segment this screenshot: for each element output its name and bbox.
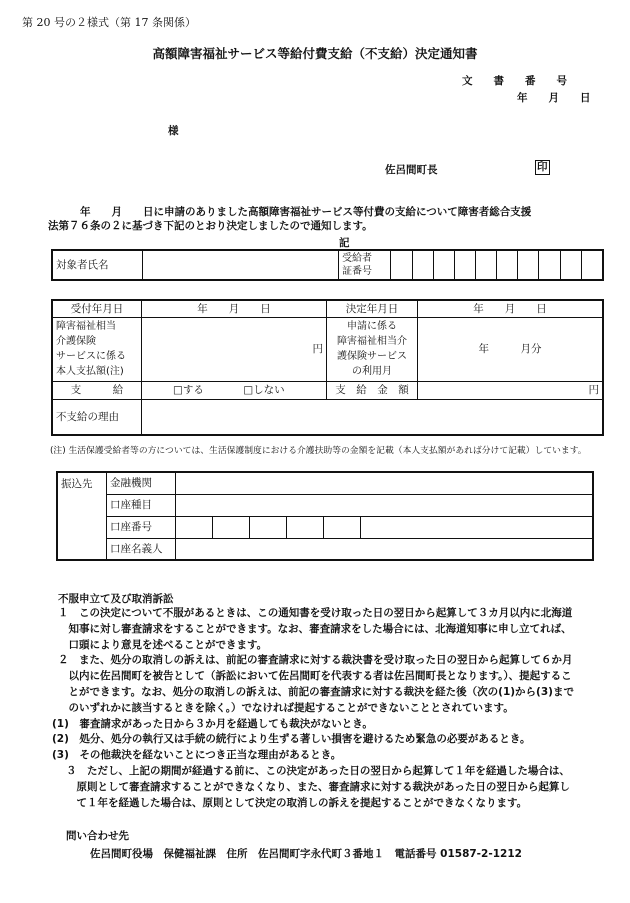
account-digit-cell (176, 516, 213, 538)
decision-table (51, 299, 604, 436)
appeal-line: 知事に対し審査請求をすることができます。なお、審査請求をした場合には、北海道知事に申し立てれば、 (58, 622, 572, 635)
self-pay-amount: 円 (142, 317, 327, 381)
appeal-line: ２ また、処分の取消しの訴えは、前記の審査請求に対する裁決書を受け取った日の翌日から起算して６か月 (58, 654, 573, 667)
payment-options (142, 381, 327, 399)
account-holder-value (176, 538, 594, 560)
payment-no-checkbox[interactable]: □しない (243, 384, 285, 396)
usage-month-label: 申請に係る 障害福祉相当介 護保険サービス の利用月 (327, 317, 418, 381)
appeal-line: (1) 審査請求があった日から３か月を経過しても裁決がないとき。 (52, 717, 373, 730)
received-date-label: 受付年月日 (52, 300, 142, 317)
document-number-label: 文 書 番 号 (462, 75, 567, 87)
appeal-line: とができます。なお、処分の取消しの訴えは、前記の審査請求に対する裁決を経た後（次の(1)から(3)まで (58, 685, 574, 698)
bank-table (56, 471, 594, 561)
footnote: (注) 生活保護受給者等の方については、生活保護制度における介護扶助等の金額を記載（本人支払額があれば分けて記載）しています。 (50, 446, 587, 456)
subject-table (51, 249, 604, 281)
issuer-name: 佐呂間町長 (385, 164, 438, 176)
appeal-line: のいずれかに該当するときを除く。）でなければ提起することができないこととされています。 (58, 701, 514, 714)
contact-line: 佐呂間町役場 保健福祉課 住所 佐呂間町字永代町３番地１ 電話番号 01587-2-1212 (90, 848, 522, 860)
recipient-digit-cell (497, 250, 518, 280)
account-digit-cell (250, 516, 287, 538)
non-payment-reason-label: 不支給の理由 (52, 399, 142, 435)
intro-line-1: 年 月 日に申請のありました高額障害福祉サービス等付費の支給について障害者総合支援 (80, 206, 532, 218)
payment-amount-value: 円 (418, 381, 604, 399)
recipient-digit-cell (476, 250, 497, 280)
account-holder-label: 口座名義人 (107, 538, 176, 560)
account-type-value (176, 494, 594, 516)
payment-amount-label: 支 給 金 額 (327, 381, 418, 399)
non-payment-reason-value (142, 399, 604, 435)
page-title: 高額障害福祉サービス等給付費支給（不支給）決定通知書 (152, 46, 478, 61)
account-digit-cell (213, 516, 250, 538)
appeal-line: １ この決定について不服があるときは、この通知書を受け取った日の翌日から起算して３カ月以内に北海道 (58, 607, 573, 619)
appeal-body (52, 606, 574, 811)
transfer-to-label: 振込先 (57, 472, 107, 560)
intro-line-2: 法第７６条の２に基づき下記のとおり決定しましたので通知します。 (48, 220, 373, 232)
institution-label: 金融機関 (107, 472, 176, 494)
appeal-line: 口頭により意見を述べることができます。 (58, 638, 268, 651)
decision-date-value: 年 月 日 (418, 300, 604, 317)
ki-label: 記 (339, 237, 350, 249)
recipient-digit-cell (539, 250, 560, 280)
recipient-digit-cell (581, 250, 603, 280)
recipient-number-label: 受給者 証番号 (339, 250, 391, 280)
appeal-line: (3) その他裁決を経ないことにつき正当な理由があるとき。 (52, 749, 342, 762)
date-label: 年 月 日 (517, 92, 591, 104)
received-date-value: 年 月 日 (142, 300, 327, 317)
institution-value (176, 472, 594, 494)
appeal-line: (2) 処分、処分の執行又は手続の続行により生ずる著しい損害を避けるため緊急の必要があるとき。 (52, 733, 531, 746)
payment-yes-checkbox[interactable]: □する (173, 384, 204, 396)
account-digit-cell (287, 516, 324, 538)
self-pay-label: 障害福祉相当 介護保険 サービスに係る 本人支払額(注) (52, 317, 142, 381)
account-digit-cell (324, 516, 361, 538)
appeal-line: ３ ただし、上記の期間が経過する前に、この決定があった日の翌日から起算して１年を経過した場合は、 (66, 764, 570, 777)
appeal-heading: 不服申立て及び取消訴訟 (58, 593, 174, 605)
account-type-label: 口座種目 (107, 494, 176, 516)
recipient-digit-cell (391, 250, 412, 280)
recipient-digit-cell (560, 250, 581, 280)
usage-month-value: 年 月分 (418, 317, 604, 381)
appeal-line: て１年を経過した場合は、原則として決定の取消しの訴えを提起することができなくなります。 (66, 796, 528, 809)
recipient-digit-cell (454, 250, 475, 280)
seal-mark: 印 (537, 161, 548, 173)
subject-name-value (142, 250, 338, 280)
contact-heading: 問い合わせ先 (66, 830, 129, 842)
appeal-line: 原則として審査請求することができなくなり、また、審査請求に対する裁決があった日の翌日から起算し (66, 780, 570, 793)
account-number-label: 口座番号 (107, 516, 176, 538)
decision-date-label: 決定年月日 (327, 300, 418, 317)
recipient-digit-cell (433, 250, 454, 280)
subject-name-label: 対象者氏名 (52, 250, 142, 280)
account-digit-cell (361, 516, 594, 538)
appeal-line: 以内に佐呂間町を被告として（訴訟において佐呂間町を代表する者は佐呂間町長となります。）、提起するこ (58, 670, 572, 683)
addressee-suffix: 様 (168, 125, 179, 137)
recipient-digit-cell (518, 250, 539, 280)
recipient-digit-cell (412, 250, 433, 280)
payment-label: 支 給 (52, 381, 142, 399)
form-number: 第 20 号の２様式（第 17 条関係） (22, 16, 196, 29)
